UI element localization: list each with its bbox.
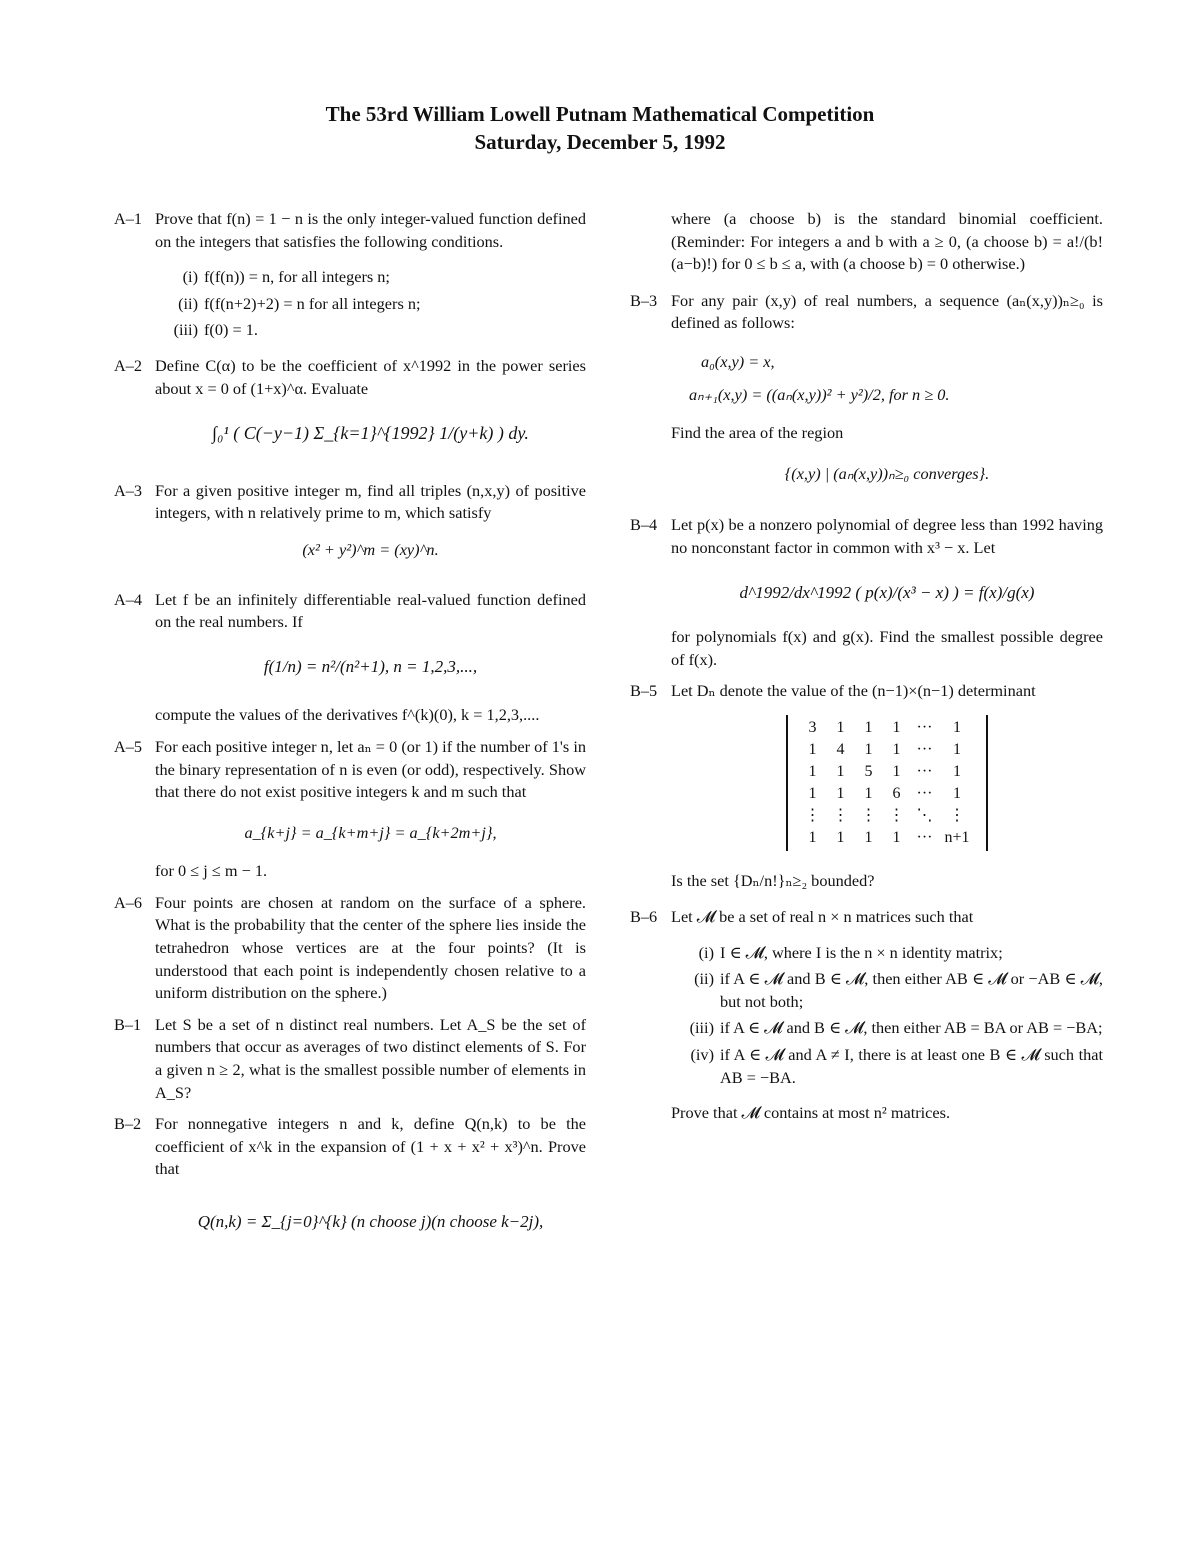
- matrix-cell: 1: [836, 828, 845, 846]
- condition-text: I ∈ 𝓜, where I is the n × n identity matrix;: [720, 942, 1003, 962]
- problem-continuation: Find the area of the region: [671, 423, 844, 443]
- problem-continuation: for polynomials f(x) and g(x). Find the smallest possible degree of f(x).: [671, 627, 1103, 669]
- matrix-cell: 1: [892, 828, 901, 846]
- display-equation: aₙ₊₁(x,y) = ((aₙ(x,y))² + y²)/2, for n ≥ 0.: [689, 384, 950, 404]
- condition: [671, 1017, 1103, 1040]
- matrix-cell: ⋮: [949, 806, 965, 824]
- problem-text: Four points are chosen at random on the surface of a sphere. What is the probability that the center of the sphere lies inside the tetrahedron whose vertices are at the four points? (It is understood that each point is independently chosen relative to a uniform distribution on the sphere.): [155, 892, 586, 1003]
- display-equation: a_{k+j} = a_{k+m+j} = a_{k+2m+j},: [244, 822, 497, 842]
- problem-continuation: for 0 ≤ j ≤ m − 1.: [155, 861, 268, 881]
- matrix-cell: 1: [836, 718, 845, 736]
- matrix-cell: 1: [953, 762, 961, 780]
- matrix-cell: 3: [808, 718, 817, 736]
- matrix-cell: 1: [953, 784, 961, 802]
- left-column: [114, 208, 586, 1234]
- condition: [155, 293, 586, 316]
- matrix-cell: ⋮: [804, 806, 821, 824]
- matrix-cell: 1: [953, 718, 961, 736]
- problem-text: For a given positive integer m, find all triples (n,x,y) of positive integers, with n relatively prime to m, which satisfy: [155, 480, 586, 523]
- matrix-cell: n+1: [944, 828, 970, 846]
- problem-a1: [114, 208, 586, 342]
- matrix-cell: 1: [808, 740, 817, 758]
- problem-label: B–3: [630, 290, 658, 310]
- problem-b6: [630, 906, 1103, 1125]
- condition-label: (ii): [694, 969, 714, 989]
- condition-label: (iii): [689, 1018, 714, 1038]
- condition: [671, 1044, 1103, 1089]
- problem-label: A–1: [114, 209, 143, 228]
- problem-text: Let f be an infinitely differentiable real-valued function defined on the real numbers. If: [155, 589, 586, 632]
- document-header: [0, 100, 1200, 156]
- problem-b2: [114, 1113, 586, 1233]
- condition-label: (iii): [173, 320, 198, 340]
- matrix-cell: 1: [808, 762, 817, 780]
- condition-text: if A ∈ 𝓜 and B ∈ 𝓜, then either AB = BA or AB = −BA;: [720, 1018, 1103, 1038]
- problem-label: A–4: [114, 589, 143, 609]
- matrix-cell: 1: [864, 740, 873, 758]
- display-equation: f(1/n) = n²/(n²+1), n = 1,2,3,...,: [263, 656, 478, 676]
- display-equation: ∫₀¹ ( C(−y−1) Σ_{k=1}^{1992} 1/(y+k) ) dy.: [212, 423, 529, 444]
- problem-a3: [114, 480, 586, 562]
- matrix-cell: ···: [916, 740, 933, 758]
- problem-b3: [630, 290, 1103, 486]
- problem-b1: [114, 1014, 586, 1104]
- matrix-cell: 1: [864, 828, 873, 846]
- display-equation: (x² + y²)^m = (xy)^n.: [302, 539, 439, 559]
- matrix-cell: 1: [892, 740, 901, 758]
- matrix-cell: 1: [808, 828, 817, 846]
- problem-b4: [630, 514, 1103, 671]
- condition-text: f(f(n)) = n, for all integers n;: [204, 267, 390, 287]
- condition-label: (iv): [690, 1045, 714, 1065]
- problem-label: B–6: [630, 907, 658, 927]
- matrix-cell: ···: [916, 762, 933, 780]
- matrix-cell: 5: [864, 762, 873, 780]
- matrix-cell: ···: [916, 828, 933, 846]
- right-column: [630, 208, 1103, 1125]
- matrix-cell: ⋮: [860, 806, 877, 824]
- problem-label: B–4: [630, 515, 658, 535]
- problem-label: A–3: [114, 480, 143, 500]
- display-equation: d^1992/dx^1992 ( p(x)/(x³ − x) ) = f(x)/g(x): [739, 582, 1035, 602]
- problem-label: A–6: [114, 892, 143, 912]
- problem-label: B–5: [630, 681, 658, 701]
- problem-label: B–1: [114, 1014, 142, 1034]
- matrix-cell: 6: [892, 784, 901, 802]
- problem-label: B–2: [114, 1114, 142, 1134]
- display-equation: a₀(x,y) = x,: [701, 351, 775, 371]
- matrix-cell: 1: [892, 762, 901, 780]
- problem-text: Let S be a set of n distinct real numbers. Let A_S be the set of numbers that occur as averages of two distinct elements of S. For a given n ≥ 2, what is the smallest possible number of elements in A_S?: [155, 1014, 586, 1102]
- matrix-cell: ···: [916, 718, 933, 736]
- problem-a2: [114, 355, 586, 445]
- matrix-cell: ···: [916, 784, 933, 802]
- condition-text: f(f(n+2)+2) = n for all integers n;: [204, 293, 421, 313]
- matrix-cell: 1: [836, 762, 845, 780]
- problem-text: For each positive integer n, let aₙ = 0 (or 1) if the number of 1's in the binary representation of n is even (or odd), respectively. Show that there do not exist positive integers k and m such that: [155, 736, 586, 802]
- condition: [671, 968, 1103, 1013]
- condition-text: if A ∈ 𝓜 and B ∈ 𝓜, then either AB ∈ 𝓜 or −AB ∈ 𝓜, but not both;: [720, 969, 1103, 1011]
- problem-text: Define C(α) to be the coefficient of x^1992 in the power series about x = 0 of (1+x)^α. Evaluate: [155, 355, 586, 398]
- condition-label: (ii): [178, 293, 198, 313]
- problem-label: A–5: [114, 736, 143, 756]
- matrix-cell: 1: [836, 784, 845, 802]
- document-title: The 53rd William Lowell Putnam Mathematical Competition: [325, 102, 875, 126]
- matrix-cell: ⋱: [916, 806, 933, 824]
- determinant-matrix: [671, 715, 1103, 858]
- matrix-cell: 4: [836, 740, 845, 758]
- problem-text: Prove that f(n) = 1 − n is the only integer-valued function defined on the integers that satisfies the following conditions.: [155, 209, 586, 251]
- problem-a4: [114, 589, 586, 727]
- condition-label: (i): [698, 942, 714, 962]
- problem-b2-continuation: where (a choose b) is the standard binomial coefficient. (Reminder: For integers a and b with a ≥ 0, (a choose b) = a!/(b!(a−b)!) for 0 ≤ b ≤ a, with (a choose b) = 0 otherwise.): [671, 209, 1103, 274]
- problem-continuation: Prove that 𝓜 contains at most n² matrices.: [671, 1103, 951, 1123]
- matrix: [786, 715, 987, 851]
- matrix-cell: 1: [892, 718, 901, 736]
- condition: [155, 319, 586, 342]
- display-equation: Q(n,k) = Σ_{j=0}^{k} (n choose j)(n choose k−2j),: [197, 1212, 544, 1231]
- matrix-cell: ⋮: [832, 806, 849, 824]
- matrix-cell: 1: [808, 784, 817, 802]
- problem-text: For nonnegative integers n and k, define Q(n,k) to be the coefficient of x^k in the expansion of (1 + x + x² + x³)^n. Prove that: [155, 1114, 586, 1179]
- problem-a6: [114, 892, 586, 1005]
- matrix-cell: 1: [953, 740, 961, 758]
- condition-text: if A ∈ 𝓜 and A ≠ I, there is at least one B ∈ 𝓜 such that AB = −BA.: [720, 1045, 1103, 1087]
- problem-text: Let p(x) be a nonzero polynomial of degree less than 1992 having no nonconstant factor in common with x³ − x. Let: [671, 515, 1103, 557]
- problem-b5: [630, 680, 1103, 892]
- problem-a5: [114, 736, 586, 883]
- condition-text: f(0) = 1.: [204, 320, 258, 340]
- matrix-cell: ⋮: [888, 806, 905, 824]
- condition-label: (i): [182, 267, 198, 287]
- problem-text: For any pair (x,y) of real numbers, a sequence (aₙ(x,y))ₙ≥₀ is defined as follows:: [671, 290, 1103, 333]
- problem-continuation: compute the values of the derivatives f^(k)(0), k = 1,2,3,....: [155, 705, 540, 725]
- matrix-cell: 1: [864, 784, 873, 802]
- problem-continuation: Is the set {Dₙ/n!}ₙ≥₂ bounded?: [671, 870, 875, 890]
- problem-text: Let Dₙ denote the value of the (n−1)×(n−1) determinant: [671, 681, 1036, 701]
- document-date: Saturday, December 5, 1992: [474, 130, 726, 154]
- problem-text: Let 𝓜 be a set of real n × n matrices such that: [671, 907, 974, 927]
- display-equation: {(x,y) | (aₙ(x,y))ₙ≥₀ converges}.: [784, 463, 990, 483]
- matrix-cell: 1: [864, 718, 873, 736]
- problem-label: A–2: [114, 355, 143, 375]
- condition: [671, 942, 1103, 965]
- condition: [155, 266, 586, 289]
